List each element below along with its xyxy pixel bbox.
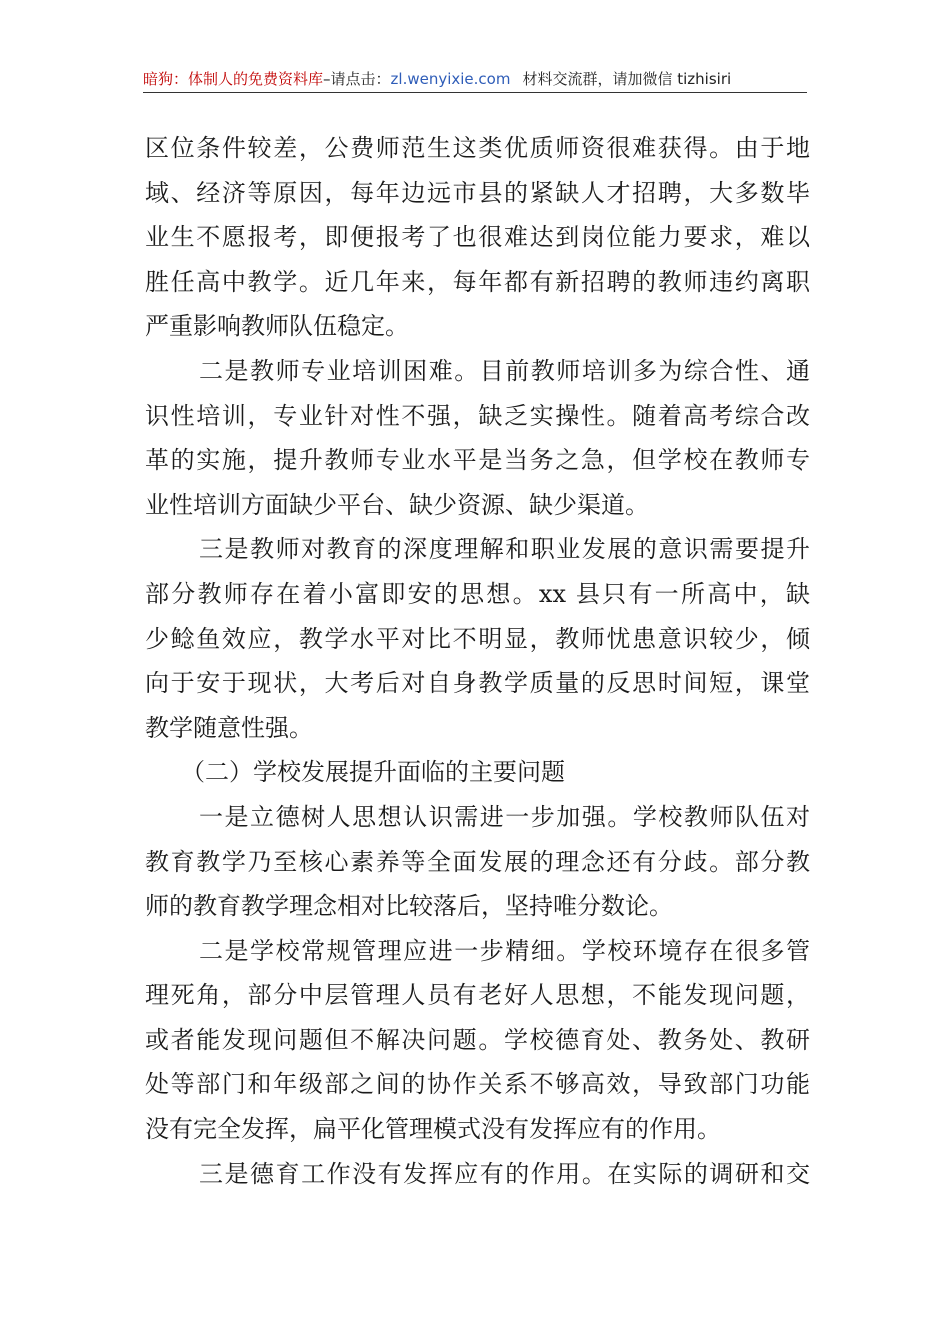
page-header [143, 66, 807, 93]
text-line: 业性培训方面缺少平台、缺少资源、缺少渠道。 [145, 490, 649, 519]
text-line: 师的教育教学理念相对比较落后，坚持唯分数论。 [145, 892, 673, 921]
text-line: 少鲶鱼效应，教学水平对比不明显，教师忧患意识较少，倾 [145, 624, 810, 653]
text-line: 革的实施，提升教师专业水平是当务之急，但学校在教师专 [145, 446, 810, 475]
text-line: 区位条件较差，公费师范生这类优质师资很难获得。由于地 [145, 134, 810, 162]
text-line: 向于安于现状，大考后对自身教学质量的反思时间短，课堂 [145, 669, 810, 698]
text-line: 识性培训，专业针对性不强，缺乏实操性。随着高考综合改 [145, 401, 810, 430]
paragraph-start-line: 一是立德树人思想认识需进一步加强。学校教师队伍对 [199, 802, 810, 831]
text-line: 理死角，部分中层管理人员有老好人思想，不能发现问题， [145, 981, 810, 1010]
header-url-link[interactable]: zl.wenyixie.com [390, 70, 511, 88]
header-wechat-note: 材料交流群，请加微信 tizhisiri [522, 70, 732, 88]
document-body [145, 126, 810, 1196]
text-line: 业生不愿报考，即便报考了也很难达到岗位能力要求，难以 [145, 223, 810, 252]
header-click-prompt: –请点击： [323, 70, 391, 88]
text-line: 部分教师存在着小富即安的思想。xx 县只有一所高中，缺 [145, 579, 810, 608]
text-line: 或者能发现问题但不解决问题。学校德育处、教务处、教研 [145, 1025, 810, 1054]
header-brand: 暗狗：体制人的免费资料库 [143, 70, 324, 88]
paragraph-start-line: 二是教师专业培训困难。目前教师培训多为综合性、通 [199, 356, 810, 385]
text-line: 教学随意性强。 [145, 713, 313, 742]
text-line: 域、经济等原因，每年边远市县的紧缺人才招聘，大多数毕 [145, 178, 810, 207]
paragraph-start-line: 三是德育工作没有发挥应有的作用。在实际的调研和交 [199, 1159, 810, 1188]
paragraph-start-line: 三是教师对教育的深度理解和职业发展的意识需要提升 [199, 535, 810, 564]
section-heading: （二）学校发展提升面临的主要问题 [181, 758, 565, 787]
text-line: 处等部门和年级部之间的协作关系不够高效，导致部门功能 [145, 1070, 810, 1099]
paragraph-start-line: 二是学校常规管理应进一步精细。学校环境存在很多管 [199, 936, 810, 965]
text-line: 严重影响教师队伍稳定。 [145, 312, 409, 341]
text-line: 教育教学乃至核心素养等全面发展的理念还有分歧。部分教 [145, 847, 810, 876]
text-line: 没有完全发挥，扁平化管理模式没有发挥应有的作用。 [145, 1115, 721, 1144]
text-line: 胜任高中教学。近几年来，每年都有新招聘的教师违约离职 [145, 267, 810, 296]
